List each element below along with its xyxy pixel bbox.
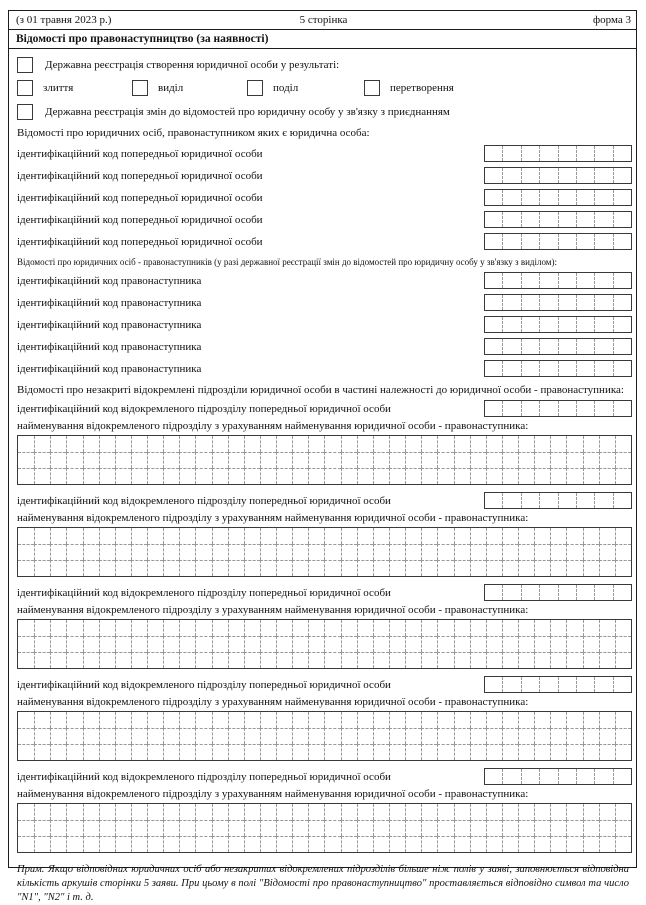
subdivision-block <box>17 676 632 768</box>
successor-code-label: ідентифікаційний код правонаступника <box>17 318 202 331</box>
subdivision-code-label: ідентифікаційний код відокремленого підрозділу попередньої юридичної особи <box>17 494 391 507</box>
subdivision-name-input[interactable] <box>17 435 632 485</box>
predecessor-code-row <box>17 167 632 184</box>
predecessor-code-row <box>17 233 632 250</box>
successors-heading: Відомості про юридичних осіб - правонаступників (у разі державної реєстрації змін до відомостей про юридичну особу у зв'язку з виділом): <box>17 257 557 267</box>
subdivision-code-label: ідентифікаційний код відокремленого підрозділу попередньої юридичної особи <box>17 678 391 691</box>
successor-code-row <box>17 272 632 289</box>
merger-checkbox[interactable] <box>17 80 33 96</box>
subdivision-code-row <box>17 492 632 509</box>
form-body <box>9 49 636 905</box>
option-spinoff <box>132 80 247 96</box>
predecessor-code-label: ідентифікаційний код попередньої юридичної особи <box>17 147 263 160</box>
predecessor-code-input[interactable] <box>484 167 632 184</box>
successor-code-input[interactable] <box>484 360 632 377</box>
successor-code-row <box>17 294 632 311</box>
subdivision-code-input[interactable] <box>484 584 632 601</box>
successor-code-row <box>17 338 632 355</box>
option-transformation <box>364 80 454 96</box>
subdivision-code-row <box>17 584 632 601</box>
successor-code-input[interactable] <box>484 294 632 311</box>
subdivision-code-input[interactable] <box>484 400 632 417</box>
subdivision-name-input[interactable] <box>17 527 632 577</box>
footnote: Прим. Якщо відповідних юридичних осіб або незакритих відокремлених підрозділів більше ніж полів у заяві, заповнюється відповідна кількість аркушів сторінки 5 заяви. При цьому в полі "Відомості про правонаступництво" проставляється відповідно символ та число "N1", "N2" і т. д. <box>17 864 629 903</box>
subdivision-code-input[interactable] <box>484 676 632 693</box>
successor-code-input[interactable] <box>484 338 632 355</box>
creation-options-row <box>17 79 632 96</box>
transformation-label: перетворення <box>390 81 454 94</box>
predecessor-code-row <box>17 145 632 162</box>
predecessor-code-label: ідентифікаційний код попередньої юридичної особи <box>17 235 263 248</box>
predecessor-code-label: ідентифікаційний код попередньої юридичної особи <box>17 213 263 226</box>
predecessor-code-row <box>17 211 632 228</box>
successor-code-label: ідентифікаційний код правонаступника <box>17 362 202 375</box>
successor-code-row <box>17 316 632 333</box>
subdivision-name-label: найменування відокремленого підрозділу з урахуванням найменування юридичної особи - правонаступника: <box>17 604 529 616</box>
effective-date: (з 01 травня 2023 р.) <box>16 14 112 26</box>
predecessor-code-label: ідентифікаційний код попередньої юридичної особи <box>17 191 263 204</box>
creation-registration-checkbox[interactable] <box>17 57 33 73</box>
subdivision-name-input[interactable] <box>17 711 632 761</box>
changes-registration-line <box>17 103 632 120</box>
option-division <box>247 80 364 96</box>
section-title: Відомості про правонаступництво (за наявності) <box>9 30 636 49</box>
predecessor-code-input[interactable] <box>484 189 632 206</box>
merger-label: злиття <box>43 81 74 94</box>
form-sheet <box>8 10 637 903</box>
page-header <box>9 11 636 30</box>
predecessor-code-row <box>17 189 632 206</box>
subdivision-block <box>17 400 632 492</box>
subdivision-block <box>17 768 632 860</box>
subdivision-code-row <box>17 400 632 417</box>
subdivision-code-label: ідентифікаційний код відокремленого підрозділу попередньої юридичної особи <box>17 586 391 599</box>
successor-code-row <box>17 360 632 377</box>
subdivision-name-label: найменування відокремленого підрозділу з урахуванням найменування юридичної особи - правонаступника: <box>17 696 529 708</box>
creation-registration-line <box>17 56 632 73</box>
changes-registration-label: Державна реєстрація змін до відомостей про юридичну особу у зв'язку з приєднанням <box>45 105 450 118</box>
predecessor-code-input[interactable] <box>484 233 632 250</box>
subdivisions-heading: Відомості про незакриті відокремлені підрозділи юридичної особи в частині належності до юридичної особи - правонаступника: <box>17 384 624 396</box>
transformation-checkbox[interactable] <box>364 80 380 96</box>
spinoff-checkbox[interactable] <box>132 80 148 96</box>
predecessor-code-label: ідентифікаційний код попередньої юридичної особи <box>17 169 263 182</box>
subdivision-block <box>17 492 632 584</box>
subdivision-name-label: найменування відокремленого підрозділу з урахуванням найменування юридичної особи - правонаступника: <box>17 420 529 432</box>
subdivision-name-label: найменування відокремленого підрозділу з урахуванням найменування юридичної особи - правонаступника: <box>17 512 529 524</box>
spinoff-label: виділ <box>158 81 184 94</box>
successor-code-label: ідентифікаційний код правонаступника <box>17 296 202 309</box>
form-number: форма 3 <box>593 14 631 26</box>
predecessors-heading: Відомості про юридичних осіб, правонаступником яких є юридична особа: <box>17 127 370 139</box>
successor-code-input[interactable] <box>484 272 632 289</box>
subdivision-code-row <box>17 768 632 785</box>
page-number: 5 сторінка <box>299 14 348 26</box>
creation-registration-label: Державна реєстрація створення юридичної особи у результаті: <box>45 58 340 71</box>
division-label: поділ <box>273 81 299 94</box>
subdivision-code-row <box>17 676 632 693</box>
subdivision-code-label: ідентифікаційний код відокремленого підрозділу попередньої юридичної особи <box>17 402 391 415</box>
successor-code-label: ідентифікаційний код правонаступника <box>17 274 202 287</box>
subdivision-name-input[interactable] <box>17 619 632 669</box>
successor-code-input[interactable] <box>484 316 632 333</box>
subdivision-code-label: ідентифікаційний код відокремленого підрозділу попередньої юридичної особи <box>17 770 391 783</box>
subdivision-block <box>17 584 632 676</box>
subdivision-code-input[interactable] <box>484 768 632 785</box>
predecessor-code-input[interactable] <box>484 145 632 162</box>
subdivision-name-label: найменування відокремленого підрозділу з урахуванням найменування юридичної особи - правонаступника: <box>17 788 529 800</box>
option-merger <box>17 80 132 96</box>
successor-code-label: ідентифікаційний код правонаступника <box>17 340 202 353</box>
predecessor-code-input[interactable] <box>484 211 632 228</box>
subdivision-code-input[interactable] <box>484 492 632 509</box>
division-checkbox[interactable] <box>247 80 263 96</box>
subdivision-name-input[interactable] <box>17 803 632 853</box>
changes-registration-checkbox[interactable] <box>17 104 33 120</box>
